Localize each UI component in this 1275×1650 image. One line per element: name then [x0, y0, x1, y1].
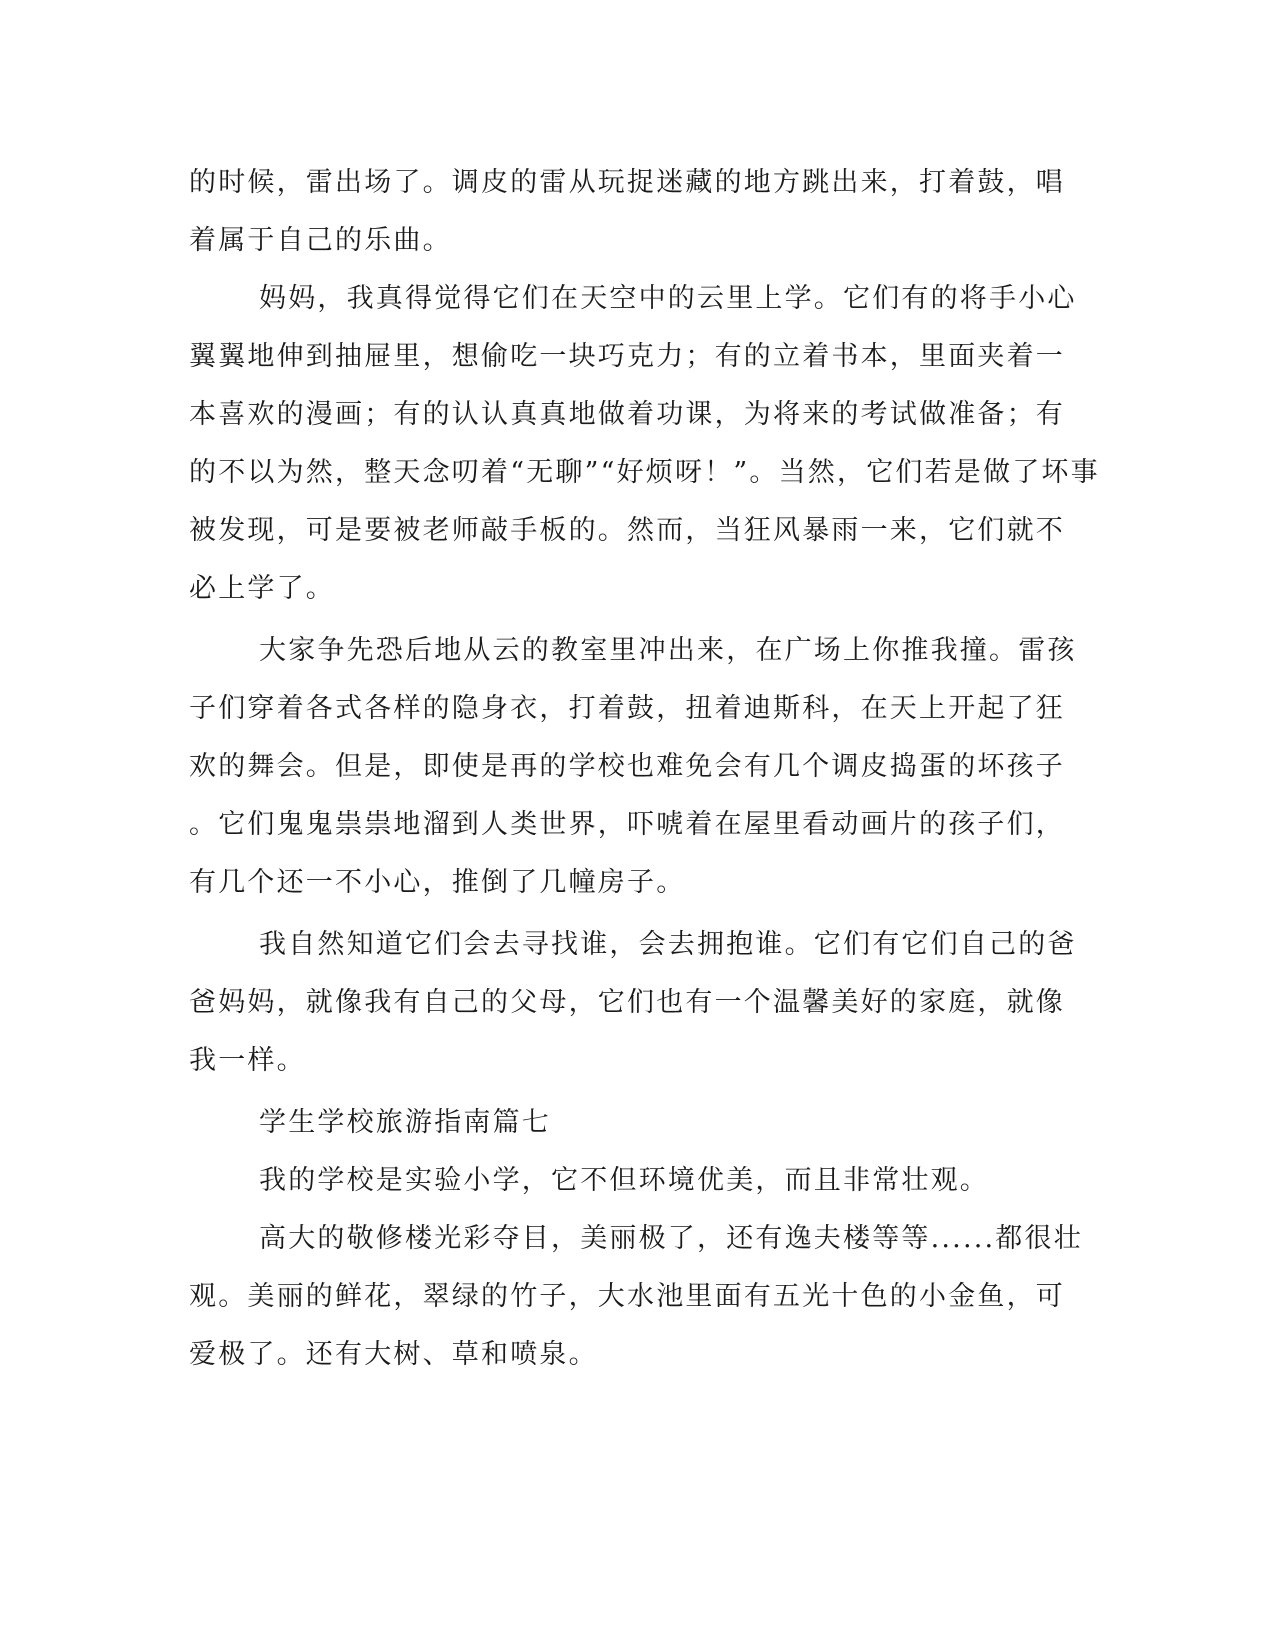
- paragraph-start-line: 高大的敬修楼光彩夺目，美丽极了，还有逸夫楼等等......都很壮: [259, 1223, 1083, 1254]
- paragraph-start-line: 我自然知道它们会去寻找谁，会去拥抱谁。它们有它们自己的爸: [259, 929, 1077, 960]
- text-line: 被发现，可是要被老师敲手板的。然而，当狂风暴雨一来，它们就不: [189, 515, 1065, 546]
- text-line: 。它们鬼鬼祟祟地溜到人类世界，吓唬着在屋里看动画片的孩子们，: [189, 809, 1065, 840]
- text-line: 本喜欢的漫画；有的认认真真地做着功课，为将来的考试做准备；有: [189, 399, 1065, 430]
- text-line: 有几个还一不小心，推倒了几幢房子。: [189, 867, 686, 898]
- text-line: 必上学了。: [189, 573, 335, 604]
- text-line: 子们穿着各式各样的隐身衣，打着鼓，扭着迪斯科，在天上开起了狂: [189, 693, 1065, 724]
- text-line: 欢的舞会。但是，即使是再的学校也难免会有几个调皮捣蛋的坏孩子: [189, 751, 1065, 782]
- text-line: 翼翼地伸到抽屉里，想偷吃一块巧克力；有的立着书本，里面夹着一: [189, 341, 1065, 372]
- text-line: 我一样。: [189, 1045, 306, 1076]
- text-line: 爱极了。还有大树、草和喷泉。: [189, 1339, 598, 1370]
- paragraph-start-line: 我的学校是实验小学，它不但环境优美，而且非常壮观。: [259, 1165, 989, 1196]
- text-line: 观。美丽的鲜花，翠绿的竹子，大水池里面有五光十色的小金鱼，可: [189, 1281, 1065, 1312]
- text-line: 的时候，雷出场了。调皮的雷从玩捉迷藏的地方跳出来，打着鼓，唱: [189, 167, 1065, 198]
- text-line: 爸妈妈，就像我有自己的父母，它们也有一个温馨美好的家庭，就像: [189, 987, 1065, 1018]
- paragraph-start-line: 妈妈，我真得觉得它们在天空中的云里上学。它们有的将手小心: [259, 283, 1077, 314]
- text-line: 着属于自己的乐曲。: [189, 225, 452, 256]
- section-heading: 学生学校旅游指南篇七: [259, 1107, 551, 1138]
- paragraph-start-line: 大家争先恐后地从云的教室里冲出来，在广场上你推我撞。雷孩: [259, 635, 1077, 666]
- text-line: 的不以为然，整天念叨着“无聊”“好烦呀！”。当然，它们若是做了坏事: [189, 457, 1100, 488]
